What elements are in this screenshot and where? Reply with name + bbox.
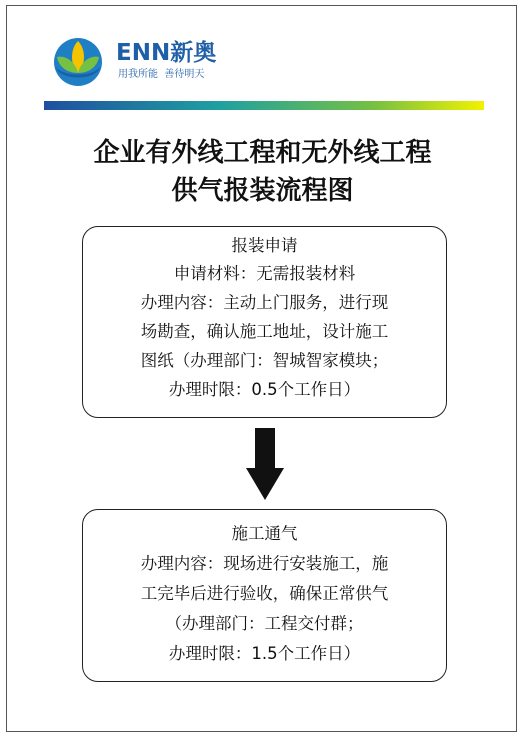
page-title-line-1: 企业有外线工程和无外线工程 [93,138,432,168]
step-line: 申请材料：无需报装材料 [173,264,356,283]
page-title-line-2: 供气报装流程图 [171,176,354,206]
step-line: 图纸（办理部门：智城智家模块； [140,351,389,370]
step-line: 场勘查，确认施工地址，设计施工 [140,322,389,341]
step-box-construction [82,509,447,682]
step-heading: 报装申请 [231,236,298,255]
step-line: 工完毕后进行验收，确保正常供气 [140,584,389,603]
step-line: （办理部门：工程交付群； [165,614,364,633]
step-line: 办理时限：0.5个工作日） [168,380,361,399]
step-box-application [82,226,447,418]
brand-tagline: 用我所能 善待明天 [118,69,205,80]
enn-logo-icon [53,37,103,87]
down-arrow-icon [246,428,284,500]
brand-name: ENN新奥 [116,40,217,66]
step-heading: 施工通气 [231,524,298,543]
step-line: 办理内容：现场进行安装施工，施 [140,554,389,573]
brand-stripe [44,101,484,110]
step-line: 办理时限：1.5个工作日） [168,644,361,663]
step-line: 办理内容：主动上门服务，进行现 [140,293,389,312]
